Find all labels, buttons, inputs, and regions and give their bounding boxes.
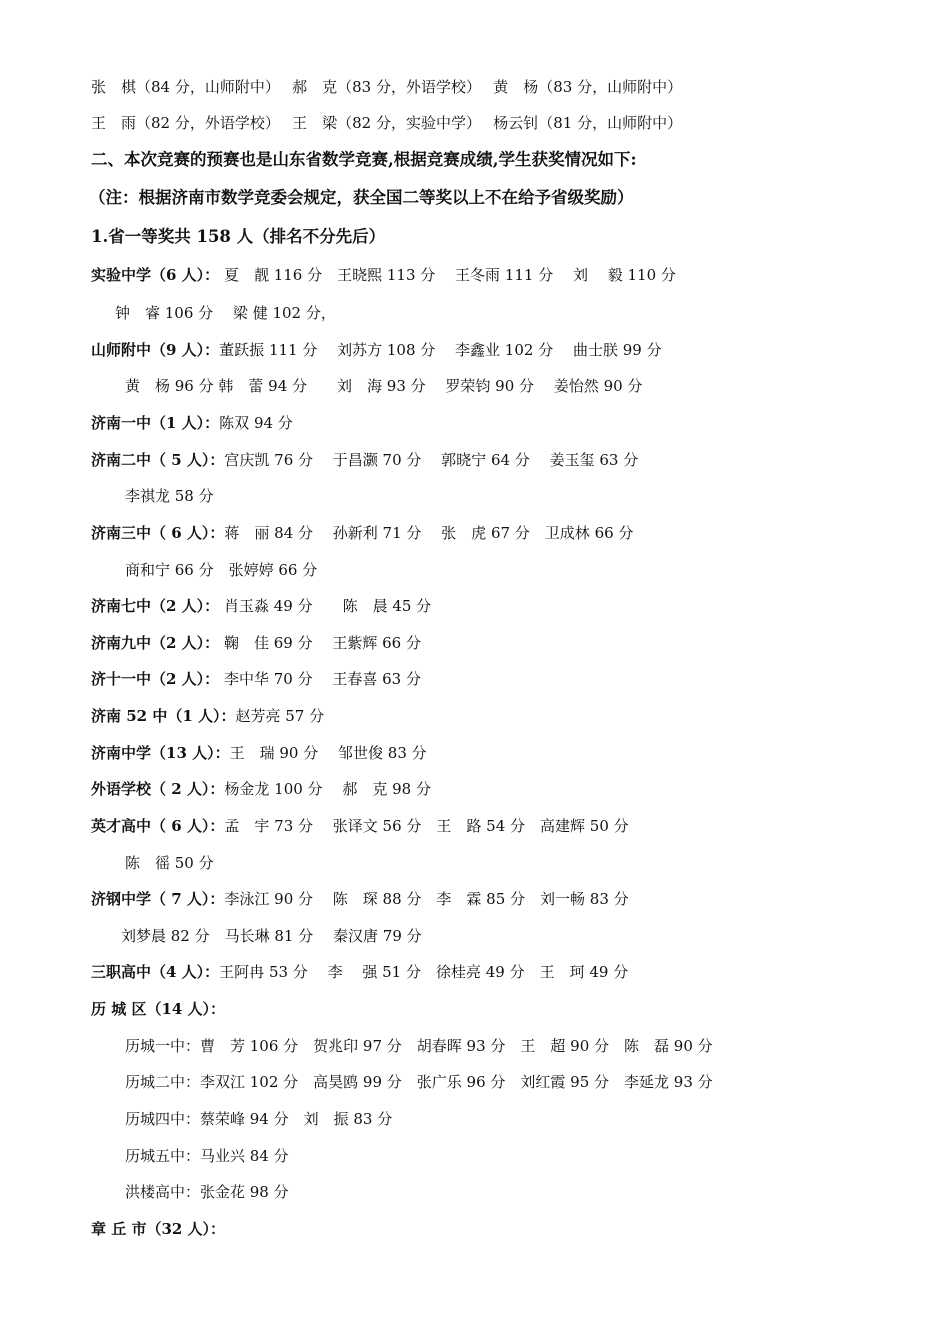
school-row-licheng5 (125, 1146, 289, 1166)
school-label: 济南三中（ 6 人）： (91, 524, 225, 542)
note-heading: （注：根据济南市数学竞委会规定，获全国二等奖以上不在给予省级奖励） (89, 188, 634, 207)
school-row-continuation (125, 560, 317, 580)
school-row-continuation (115, 303, 336, 323)
school-row-shiyan (91, 265, 676, 285)
district-row-zhangqiu (91, 1219, 225, 1239)
school-label: 济南七中（2 人）： (91, 597, 220, 615)
student-scores: 黄 杨 96 分 韩 蕾 94 分 刘 海 93 分 罗荣钧 90 分 姜怡然 90 分 (125, 377, 643, 395)
school-row-jinan2 (91, 450, 638, 470)
award-heading: 1.省一等奖共 158 人（排名不分先后） (91, 227, 386, 246)
school-label: 济南二中（ 5 人）： (91, 451, 225, 469)
school-label: 外语学校（ 2 人）： (91, 780, 225, 798)
school-row-continuation (125, 376, 642, 396)
school-row-shanshi (91, 340, 662, 360)
section-heading: 二、本次竞赛的预赛也是山东省数学竞赛,根据竞赛成绩,学生获奖情况如下: (91, 150, 637, 169)
school-label: 实验中学（6 人）： (91, 266, 220, 284)
school-row-jinan7 (91, 596, 431, 616)
student-scores: 历城二中：李双江 102 分 高昊鸥 99 分 张广乐 96 分 刘红霞 95 分 李延龙 93 分 (125, 1073, 713, 1091)
school-label: 济南九中（2 人）： (91, 634, 220, 652)
line-text: 张 棋（84 分，山师附中） 郝 克（83 分，外语学校） 黄 杨（83 分，山师附中） (91, 78, 683, 96)
school-label: 济南中学（13 人）： (91, 744, 230, 762)
district-label: 章 丘 市（32 人）： (91, 1220, 226, 1238)
student-scores: 赵芳亮 57 分 (235, 707, 325, 725)
school-row-yingcai (91, 816, 629, 836)
school-row-jinan52 (91, 706, 324, 726)
district-label: 历 城 区（14 人）： (91, 1000, 226, 1018)
school-row-licheng1 (125, 1036, 713, 1056)
student-scores: 鞠 佳 69 分 王紫辉 66 分 (219, 634, 421, 652)
student-scores: 肖玉淼 49 分 陈 晨 45 分 (219, 597, 432, 615)
student-scores: 杨金龙 100 分 郝 克 98 分 (224, 780, 431, 798)
student-scores: 钟 睿 106 分 梁 健 102 分， (115, 304, 336, 322)
school-row-continuation (121, 926, 422, 946)
district-row-licheng (91, 999, 225, 1019)
line-text: 王 雨（82 分，外语学校） 王 梁（82 分，实验中学） 杨云钊（81 分，山师附中） (91, 114, 683, 132)
school-label: 三职高中（4 人）： (91, 963, 220, 981)
school-row-licheng4 (125, 1109, 392, 1129)
school-row-jigang (91, 889, 629, 909)
school-row-jinan9 (91, 633, 421, 653)
school-row-ji11 (91, 669, 421, 689)
student-scores: 孟 宇 73 分 张译文 56 分 王 路 54 分 高建辉 50 分 (224, 817, 629, 835)
student-scores: 王 瑞 90 分 邹世俊 83 分 (229, 744, 427, 762)
student-scores: 李祺龙 58 分 (125, 487, 214, 505)
school-row-honglou (125, 1182, 289, 1202)
student-scores: 李中华 70 分 王春喜 63 分 (219, 670, 421, 688)
student-scores: 李泳江 90 分 陈 琛 88 分 李 霖 85 分 刘一畅 83 分 (224, 890, 629, 908)
student-scores: 宫庆凯 76 分 于昌灏 70 分 郭晓宁 64 分 姜玉玺 63 分 (224, 451, 639, 469)
student-scores: 历城五中：马业兴 84 分 (125, 1147, 289, 1165)
school-row-waiyu (91, 779, 431, 799)
student-scores: 夏 靓 116 分 王晓熙 113 分 王冬雨 111 分 刘 毅 110 分 (219, 266, 676, 284)
student-scores: 陈 徭 50 分 (125, 854, 214, 872)
student-scores: 商和宁 66 分 张婷婷 66 分 (125, 561, 318, 579)
school-label: 济钢中学（ 7 人）： (91, 890, 225, 908)
school-label: 济十一中（2 人）： (91, 670, 220, 688)
school-row-jinan-zhongxue (91, 743, 427, 763)
school-row-jinan3 (91, 523, 633, 543)
school-label: 山师附中（9 人）： (91, 341, 220, 359)
student-scores: 洪楼高中：张金花 98 分 (125, 1183, 289, 1201)
school-label: 济南 52 中（1 人）： (91, 707, 236, 725)
school-row-licheng2 (125, 1072, 713, 1092)
student-scores: 董跃振 111 分 刘苏方 108 分 李鑫业 102 分 曲士朕 99 分 (219, 341, 662, 359)
school-label: 英才高中（ 6 人）： (91, 817, 225, 835)
text-line-winners-1 (91, 77, 682, 97)
school-label: 济南一中（1 人）： (91, 414, 220, 432)
student-scores: 历城四中：蔡荣峰 94 分 刘 振 83 分 (125, 1110, 393, 1128)
school-row-sanzhi (91, 962, 628, 982)
student-scores: 蒋 丽 84 分 孙新利 71 分 张 虎 67 分 卫成林 66 分 (224, 524, 634, 542)
school-row-jinan1 (91, 413, 293, 433)
text-line-winners-2 (91, 113, 682, 133)
school-row-continuation (125, 853, 214, 873)
student-scores: 历城一中：曹 芳 106 分 贺兆印 97 分 胡春晖 93 分 王 超 90 分 陈 磊 90 分 (125, 1037, 713, 1055)
student-scores: 王阿冉 53 分 李 强 51 分 徐桂亮 49 分 王 珂 49 分 (219, 963, 629, 981)
school-row-continuation (125, 486, 214, 506)
student-scores: 陈双 94 分 (219, 414, 293, 432)
student-scores: 刘梦晨 82 分 马长琳 81 分 秦汉唐 79 分 (121, 927, 422, 945)
